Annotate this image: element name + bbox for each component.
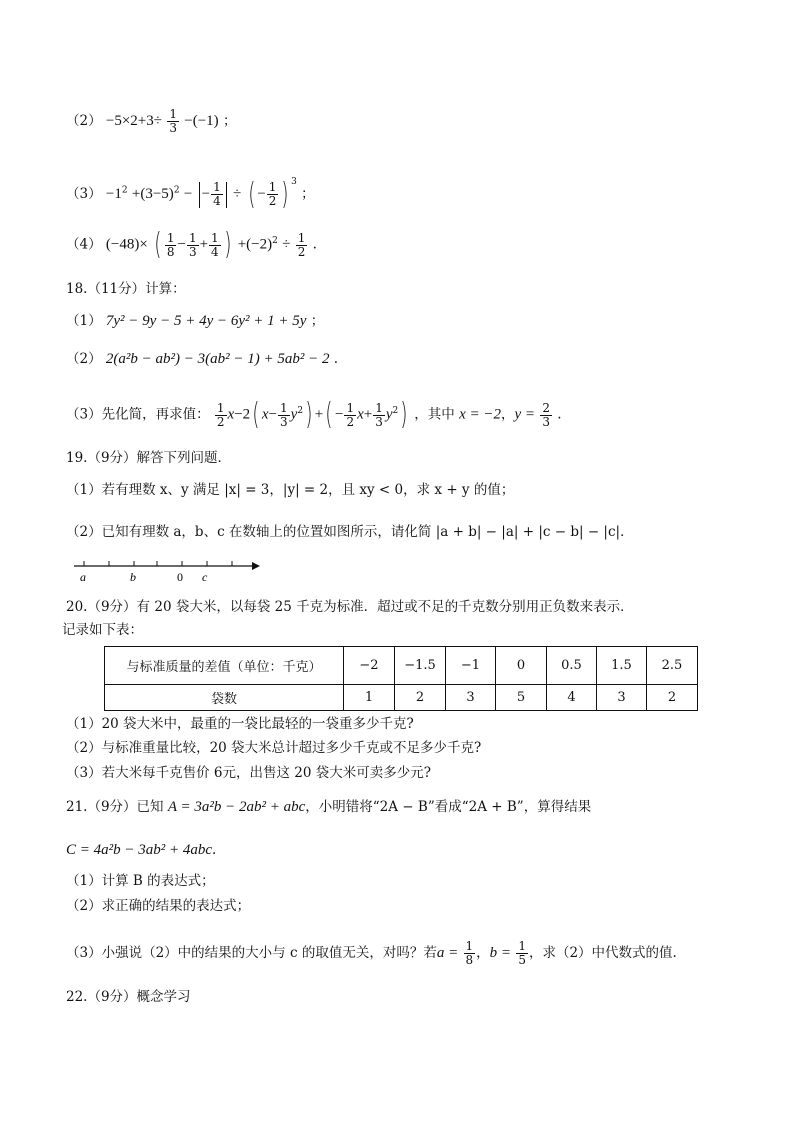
fraction — [296, 232, 308, 259]
punct: . — [212, 842, 217, 858]
denominator: 4 — [213, 194, 221, 208]
q22-title: 22.（9分）概念学习 — [66, 989, 191, 1005]
expr: C = 4a²b − 3ab² + 4abc — [66, 842, 213, 858]
paren-right: ) — [400, 397, 408, 432]
numerator: 1 — [465, 939, 474, 953]
denominator: 3 — [542, 414, 550, 429]
label: （4） — [66, 236, 102, 253]
label: （3） — [66, 186, 102, 202]
q17-part3: $(3) -1^2 +(3-5)^2$ − − $\frac{1}{4}$ ÷ ( − $\frac{1}{2}$ ) $^3$ ； — [66, 176, 315, 212]
fraction: $\frac{1}{3}$ — [375, 400, 383, 429]
denominator: 3 — [188, 244, 197, 259]
denominator: 2 — [216, 414, 225, 429]
exponent: 2 — [173, 185, 180, 196]
table-cell: −1.5 — [395, 647, 446, 685]
numerator: 1 — [169, 107, 177, 121]
paren-right: ) — [281, 176, 289, 212]
table-cell: 2 — [395, 685, 446, 711]
number-line-figure — [72, 554, 262, 588]
expr: b = — [489, 945, 512, 961]
denominator: 2 — [297, 244, 306, 259]
table-header-cell: 袋数 — [105, 685, 344, 711]
q20-intro: 记录如下表： — [62, 622, 143, 638]
table-row — [105, 647, 698, 685]
denominator: 3 — [169, 121, 177, 135]
numerator: 1 — [280, 400, 288, 415]
denominator: 8 — [465, 953, 474, 967]
point-c-label: c — [202, 570, 208, 584]
expr: −(−1) — [184, 113, 219, 129]
numerator: 1 — [216, 400, 225, 415]
q17-part4: （4） (−48)× ( $\frac{1}{8}$ − $\frac{1}{3}$ + $\frac{1}{4}$ ) $+(-2)^2$ ÷ $\frac{1}{2}$ . — [66, 227, 317, 262]
table-cell: 5 — [496, 685, 547, 711]
rice-weight-table — [104, 646, 698, 711]
denominator: 5 — [518, 953, 526, 967]
q21-line1 — [66, 797, 591, 817]
expr: +(3−5) — [131, 186, 174, 202]
fraction — [165, 232, 177, 259]
text: ，求（2）中代数式的值. — [528, 945, 677, 961]
table-cell: 1 — [344, 685, 395, 711]
denominator: 2 — [268, 194, 277, 208]
text: ，小明错将“2A − B”看成“2A + B”，算得结果 — [305, 799, 592, 815]
label: （2） — [66, 351, 102, 367]
q19-title: 19.（9分）解答下列问题． — [66, 450, 232, 466]
expr: a = — [436, 945, 459, 961]
table-cell: 0.5 — [547, 647, 597, 685]
numerator: 1 — [518, 939, 526, 953]
paren-left: ( — [154, 227, 162, 262]
table-cell: 1.5 — [597, 647, 647, 685]
table-row — [105, 685, 698, 711]
table-cell: 2.5 — [647, 647, 698, 685]
punct: . — [557, 406, 562, 423]
numerator: 1 — [297, 230, 306, 245]
point-a-label: a — [80, 570, 86, 584]
fraction — [464, 940, 476, 967]
label: （1） — [66, 313, 102, 329]
paren-left: ( — [247, 176, 255, 212]
origin-label: 0 — [177, 570, 183, 584]
label: （2） — [66, 113, 102, 129]
q20-title: 20.（9分）有 20 袋大米，以每袋 25 千克为标准．超过或不足的千克数分别用正负数来表示． — [66, 599, 634, 615]
label: （3）先化简，再求值： — [66, 406, 210, 423]
fraction — [211, 181, 223, 208]
arrow-head — [252, 562, 260, 570]
expr: −5×2+3÷ — [105, 113, 163, 129]
q20-part2: （2）与标准重量比较，20 袋大米总计超过多少千克或不足多少千克? — [66, 740, 482, 756]
expr: ÷ — [233, 186, 242, 202]
q18-part1 — [66, 311, 324, 331]
fraction — [215, 402, 227, 429]
expr: x = −2 — [459, 406, 501, 423]
paren-left: ( — [252, 397, 260, 432]
table-cell: 0 — [496, 647, 547, 685]
punct: ； — [310, 313, 325, 329]
q20-part3: （3）若大米每千克售价 6元，出售这 20 袋大米可卖多少元? — [66, 765, 431, 781]
paren-right: ) — [224, 227, 232, 262]
expr: ÷ — [282, 236, 291, 253]
expr: 2(a²b − ab²) − 3(ab² − 1) + 5ab² − 2 — [105, 351, 330, 367]
punct: . — [312, 236, 317, 253]
q21-part1: （1）计算 B 的表达式； — [66, 873, 215, 889]
fraction: $\frac{1}{2}$ — [346, 400, 355, 429]
fraction — [278, 402, 290, 429]
fraction — [167, 108, 179, 135]
fraction — [516, 940, 528, 967]
numerator: 1 — [268, 180, 277, 194]
expr: 7y² − 9y − 5 + 4y − 6y² + 1 + 5y — [105, 313, 307, 329]
q20-part1: （1）20 袋大米中，最重的一袋比最轻的一袋重多少千克? — [66, 716, 414, 732]
expr: A = 3a²b − 2ab² + abc — [167, 799, 306, 815]
exponent: 2 — [121, 185, 128, 196]
table-cell: −1 — [446, 647, 496, 685]
abs-bar-right — [226, 182, 227, 208]
paren-left: ( — [325, 397, 333, 432]
q19-part2: （2）已知有理数 a，b、c 在数轴上的位置如图所示，请化简 |a + b| − |a| + |c − b| − |c|． — [66, 524, 634, 540]
expr: +(−2) — [237, 236, 273, 253]
q18-part3: （3）先化简，再求值： $\frac{1}{2}$ x−2( x− $\frac{1}{3}$ $y^2$) +( − $\frac{1}{2}$ x+ $\frac{1}{3}$ $y^2$) ，其中 x = −2，y = $\frac{2}{3}$ . — [66, 397, 562, 432]
fraction — [540, 402, 552, 429]
q19-part1: （1）若有理数 x、y 满足 |x| = 3，|y| = 2，且 xy < 0，求 x + y 的值； — [66, 482, 515, 498]
abs-bar-left — [199, 182, 200, 208]
punct: ； — [301, 186, 315, 202]
denominator: 4 — [211, 244, 219, 259]
text: 21.（9分）已知 — [66, 799, 164, 815]
q21-part2: （2）求正确的结果的表达式； — [66, 898, 251, 914]
punct: . — [333, 351, 339, 367]
exponent: 2 — [272, 236, 278, 246]
table-cell: 2 — [647, 685, 698, 711]
table-header-cell: 与标准质量的差值（单位：千克） — [105, 647, 344, 685]
q21-part3: （3）小强说（2）中的结果的大小与 c 的取值无关，对吗？若a = $\frac{1}{8}$ ，b = $\frac{1}{5}$ ，求（2）中代数式的值. — [66, 939, 677, 967]
expr: −1 — [105, 186, 122, 202]
table-cell: 4 — [547, 685, 597, 711]
numerator: 2 — [542, 400, 550, 415]
expr: − — [183, 186, 193, 202]
q17-part2 — [66, 108, 236, 135]
punct: ； — [222, 113, 237, 129]
fraction — [209, 232, 221, 259]
denominator: 8 — [166, 244, 175, 259]
table-cell: −2 — [344, 647, 395, 685]
exponent: 3 — [291, 177, 297, 187]
numerator: 1 — [188, 230, 197, 245]
numerator: 1 — [211, 230, 219, 245]
point-b-label: b — [130, 570, 136, 584]
expr: (−48)× — [105, 236, 148, 253]
numerator: 1 — [166, 230, 175, 245]
denominator: 3 — [280, 414, 288, 429]
expr: y = — [514, 406, 536, 423]
fraction — [267, 181, 279, 208]
fraction — [187, 232, 199, 259]
text: （3）小强说（2）中的结果的大小与 c 的取值无关，对吗？若 — [66, 945, 437, 961]
paren-right: ) — [305, 397, 313, 432]
table-cell: 3 — [597, 685, 647, 711]
text: ，其中 — [414, 406, 455, 423]
table-cell: 3 — [446, 685, 496, 711]
q18-title: 18.（11分）计算： — [66, 281, 186, 297]
ticks — [84, 561, 232, 566]
q21-line2 — [66, 840, 216, 860]
numerator: 1 — [213, 180, 221, 194]
q18-part2 — [66, 349, 338, 369]
